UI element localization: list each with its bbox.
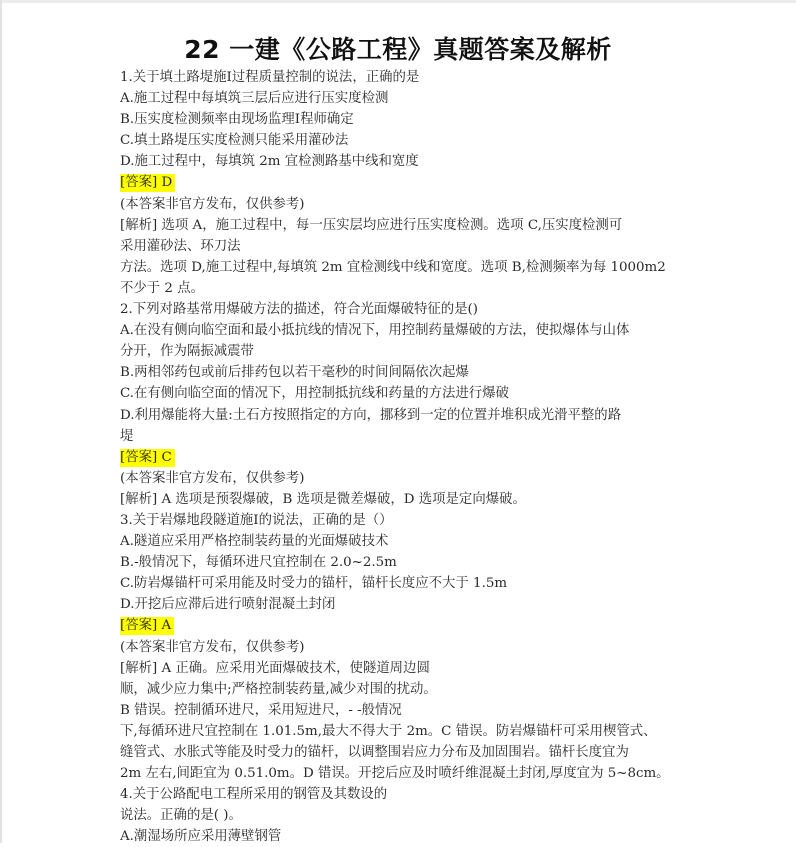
question-1-option-d: D.施工过程中，每填筑 2m 宜检测路基中线和宽度: [120, 154, 419, 170]
question-3-stem: 3.关于岩爆地段隧道施Ⅰ的说法，正确的是（）: [120, 512, 393, 528]
document-title: 22 一建《公路工程》真题答案及解析: [184, 35, 612, 64]
question-1-stem: 1.关于填土路堤施Ⅰ过程质量控制的说法，正确的是: [120, 70, 420, 85]
question-3-option-d: D.开挖后应滞后进行喷射混凝土封闭: [120, 597, 336, 613]
question-4-stem-cont: 说法。正确的是( )。: [120, 808, 242, 824]
question-4-stem: 4.关于公路配电工程所采用的钢管及其数设的: [120, 787, 388, 803]
question-2-stem: 2.下列对路基常用爆破方法的描述，符合光面爆破特征的是(): [120, 302, 478, 318]
question-2-option-a-cont: 分开，作为隔振减震带: [120, 344, 254, 360]
answer-highlight: [答案] A: [120, 617, 174, 635]
answer-highlight: [答案] C: [120, 449, 175, 467]
question-1-answer-row: [120, 172, 685, 193]
answer-highlight: [答案] D: [120, 174, 175, 192]
question-3-option-a: A.隧道应采用严格控制装药量的光面爆破技术: [120, 534, 389, 550]
question-2-analysis: [解析] A 选项是预裂爆破，B 选项是微差爆破，D 选项是定向爆破。: [120, 491, 526, 507]
question-1-analysis: 采用灌砂法、环刀法: [120, 238, 241, 254]
question-2-option-a: A.在没有侧向临空面和最小抵抗线的情况下，用控制药量爆破的方法，使拟爆体与山体: [120, 323, 630, 339]
page-left-border: [0, 0, 2, 843]
question-2-option-b: B.两相邻药包或前后排药包以若干毫秒的时间间隔依次起爆: [120, 365, 469, 381]
question-3-analysis: 顺，减少应力集中;严格控制装药量,减少对围的扰动。: [120, 681, 437, 697]
question-2-option-c: C.在有侧向临空面的情况下，用控制抵抗线和药量的方法进行爆破: [120, 386, 509, 402]
question-1-option-c: C.填土路堤压实度检测只能采用灌砂法: [120, 133, 349, 149]
question-3-analysis: 下,每循环进尺宜控制在 1.01.5m,最大不得大于 2m。C 错误。防岩爆锚杆可采用楔管式、: [120, 723, 657, 739]
question-3-analysis: [解析] A 正确。应采用光面爆破技术，使隧道周边圆: [120, 660, 430, 676]
question-1-option-b: B.压实度检测频率由现场监理Ⅰ程师确定: [120, 112, 354, 128]
question-3-answer-row: [120, 615, 685, 636]
question-2-option-d: D.利用爆能将大量:土石方按照指定的方向，挪移到一定的位置并堆积成光滑平整的路: [120, 407, 622, 423]
question-2-disclaimer: (本答案非官方发布，仅供参考): [120, 470, 305, 486]
question-4-option-a: A.潮湿场所应采用薄壁钢管: [120, 829, 282, 845]
document-body: [120, 67, 685, 847]
question-1-analysis: 方法。选项 D,施工过程中,每填筑 2m 宜检测线中线和宽度。选项 B,检测频率为每 1000m2: [120, 259, 666, 275]
question-3-analysis: B 错误。控制循环进尺，采用短进尺，- -般情况: [120, 702, 402, 718]
question-2-answer-row: [120, 447, 685, 468]
question-1-option-a: A.施工过程中每填筑三层后应进行压实度检测: [120, 91, 389, 107]
question-2-option-d-cont: 堤: [120, 428, 134, 444]
page-top-border: [0, 0, 796, 3]
question-3-analysis: 缝管式、水胀式等能及时受力的锚杆，以调整围岩应力分布及加固围岩。锚杆长度宜为: [120, 745, 629, 760]
question-3-analysis: 2m 左右,间距宜为 0.51.0m。D 错误。开挖后应及时喷纤维混凝土封闭,厚度宜为 5~8cm。: [120, 766, 670, 782]
question-3-option-c: C.防岩爆锚杆可采用能及时受力的锚杆，锚杆长度应不大于 1.5m: [120, 576, 508, 592]
question-1-analysis: 不少于 2 点。: [120, 280, 204, 296]
question-3-disclaimer: (本答案非官方发布，仅供参考): [120, 639, 305, 655]
question-3-option-b: B.-般情况下，每循环进尺宜控制在 2.0~2.5m: [120, 555, 397, 571]
question-1-analysis: [解析] 选项 A，施工过程中，每一压实层均应进行压实度检测。选项 C,压实度检测可: [120, 217, 623, 233]
question-1-disclaimer: (本答案非官方发布，仅供参考): [120, 196, 305, 212]
